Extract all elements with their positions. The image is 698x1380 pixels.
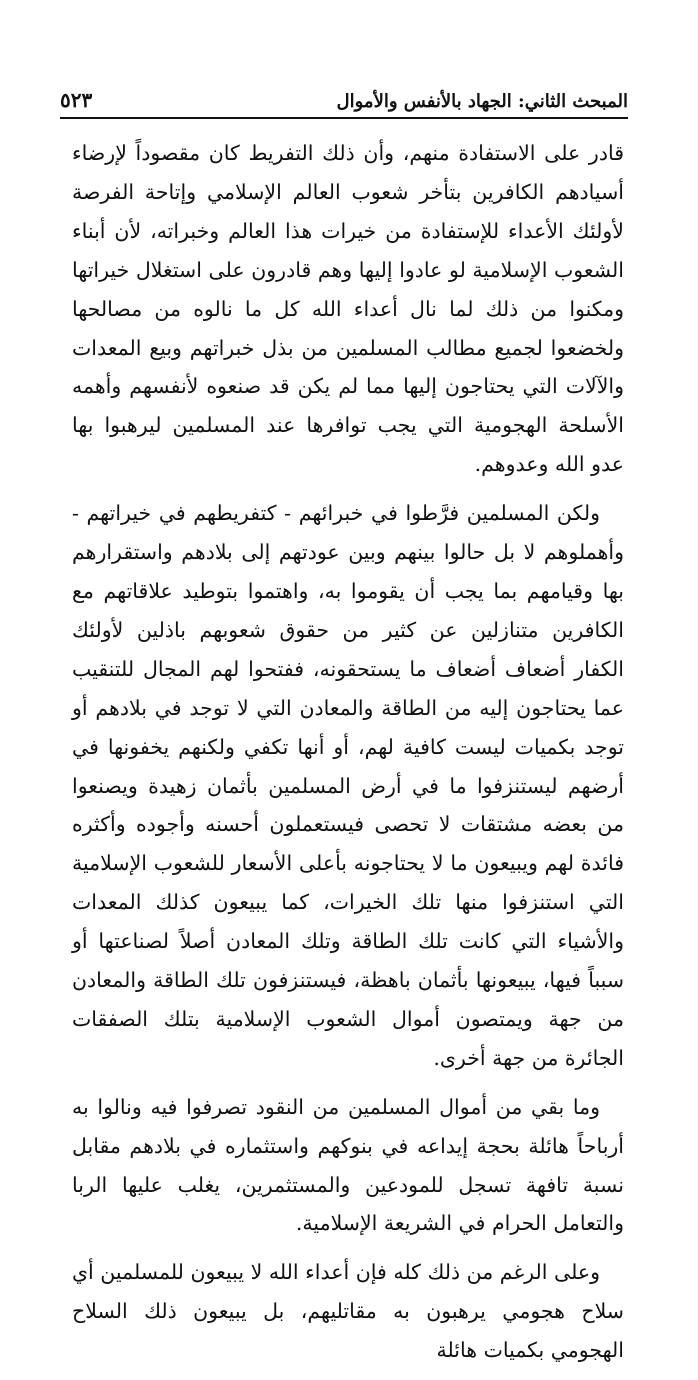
paragraph-3: وما بقي من أموال المسلمين من النقود تصرفوا فيه ونالوا به أرباحاً هائلة بحجة إيداعه في بنوكهم واستثماره في بلادهم مقابل نسبة تافهة تسجل للمودعين والمستثمرين، يغلب عليها الربا والتعامل الحرام في الشريعة الإسلامية.	[72, 1094, 624, 1236]
paragraph-1: قادر على الاستفادة منهم، وأن ذلك التفريط كان مقصوداً لإرضاء أسيادهم الكافرين بتأخر شعوب العالم الإسلامي وإتاحة الفرصة لأولئك الأعداء للإستفادة من خيرات هذا العالم وخبراته، لأن أبناء الشعوب الإسلامية لو عادوا إليها وهم قادرون على استغلال خيراتها ومكنوا من ذلك لما نال أعداء الله كل ما نالوه من مصالحها ولخضعوا لجميع مطالب المسلمين من بذل خبراتهم وبيع المعدات والآلات التي يحتاجون إليها مما لم يكن قد صنعوه لأنفسهم وأهمه الأسلحة الهجومية التي يجب توافرها عند المسلمين ليرهبوا بها عدو الله وعدوهم.	[72, 141, 624, 477]
paragraph-2: ولكن المسلمين فرَّطوا في خبرائهم - كتفريطهم في خيراتهم - وأهملوهم لا بل حالوا بينهم وبين عودتهم إلى بلادهم واستقرارهم بها وقيامهم بما يجب أن يقوموا به، واهتموا بتوطيد علاقاتهم مع الكافرين متنازلين عن كثير من حقوق شعوبهم باذلين لأولئك الكفار أضعاف أضعاف ما يستحقونه، ففتحوا لهم المجال للتنقيب عما يحتاجون إليه من الطاقة والمعادن التي لا توجد في بلادهم أو توجد بكميات ليست كافية لهم، أو أنها تكفي ولكنهم يخفونها في أرضهم ليستنزفوا ما في أرض المسلمين بأثمان زهيدة ويصنعوا من بعضه مشتقات لا تحصى فيستعملون أحسنه وأجوده وأكثره فائدة لهم ويبيعون ما لا يحتاجونه بأعلى الأسعار للشعوب الإسلامية التي استنزفوا منها تلك الخيرات، كما يبيعون كذلك المعدات والأشياء التي كانت تلك الطاقة وتلك المعادن أصلاً لصناعتها أو سبباً فيها، يبيعونها بأثمان باهظة، فيستنزفون تلك الطاقة والمعادن من جهة ويمتصون أموال الشعوب الإسلامية بتلك الصفقات الجائرة من جهة أخرى.	[72, 501, 624, 1070]
section-title: المبحث الثاني: الجهاد بالأنفس والأموال	[336, 91, 628, 112]
page-number: ٥٢٣	[60, 88, 93, 112]
header-divider	[60, 117, 628, 119]
body-text	[72, 134, 624, 1380]
paragraph-4: وعلى الرغم من ذلك كله فإن أعداء الله لا يبيعون للمسلمين أي سلاح هجومي يرهبون به مقاتليهم، بل يبيعون ذلك السلاح الهجومي بكميات هائلة	[72, 1260, 624, 1363]
page-header	[60, 82, 628, 112]
